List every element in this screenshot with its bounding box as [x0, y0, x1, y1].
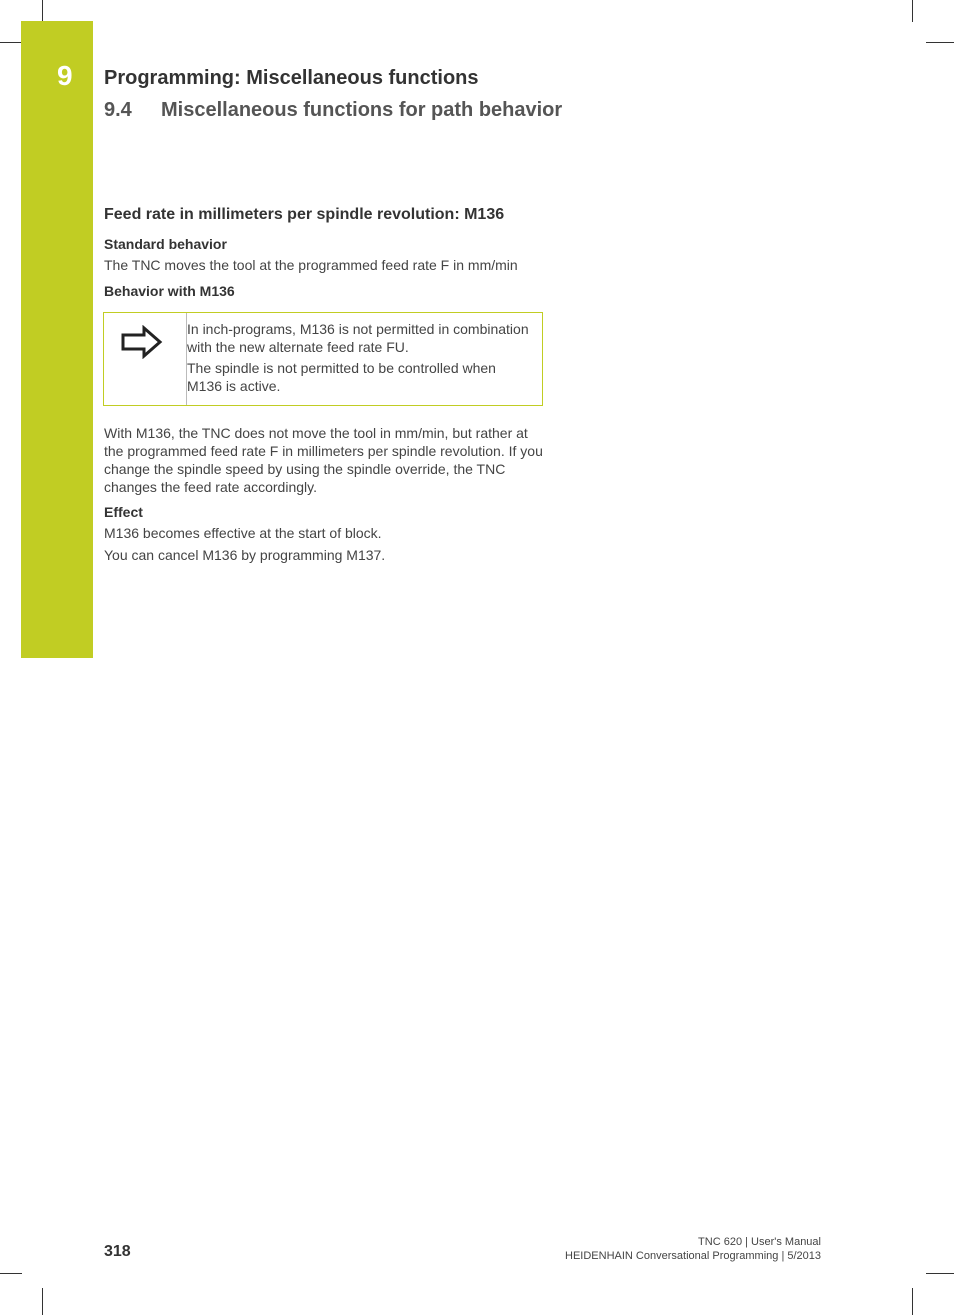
crop-mark	[0, 1273, 22, 1274]
behavior-m136-heading: Behavior with M136	[104, 283, 235, 299]
crop-mark	[912, 0, 913, 22]
effect-heading: Effect	[104, 504, 143, 520]
crop-mark	[42, 0, 43, 22]
standard-behavior-heading: Standard behavior	[104, 236, 227, 252]
standard-behavior-text: The TNC moves the tool at the programmed feed rate F in mm/min	[104, 257, 518, 273]
page-number: 318	[104, 1243, 131, 1260]
footer-info	[565, 1235, 821, 1263]
section-title: Miscellaneous functions for path behavior	[161, 99, 563, 121]
chapter-sidebar	[21, 21, 93, 658]
section-number: 9.4	[104, 99, 132, 121]
note-line-2: The spindle is not permitted to be controlled when M136 is active.	[187, 360, 496, 394]
chapter-number: 9	[57, 60, 73, 91]
behavior-text: With M136, the TNC does not move the tool in mm/min, but rather at the programmed feed rate F in millimeters per spindle revolution. If you change the spindle speed by using the spindle override, the TNC changes the feed rate accordingly.	[104, 425, 543, 495]
effect-text-1: M136 becomes effective at the start of block.	[104, 525, 382, 541]
crop-mark	[926, 1273, 954, 1274]
note-text	[187, 320, 532, 398]
crop-mark	[42, 1288, 43, 1315]
crop-mark	[0, 42, 22, 43]
chapter-title: Programming: Miscellaneous functions	[104, 67, 479, 89]
footer-line-1: TNC 620 | User's Manual	[698, 1236, 821, 1248]
effect-text-2: You can cancel M136 by programming M137.	[104, 547, 386, 563]
note-box	[103, 312, 543, 406]
footer-line-2: HEIDENHAIN Conversational Programming | 5/2013	[565, 1250, 821, 1262]
page-heading: Feed rate in millimeters per spindle revolution: M136	[104, 206, 505, 223]
crop-mark	[912, 1288, 913, 1315]
note-line-1: In inch-programs, M136 is not permitted in combination with the new alternate feed rate FU.	[187, 321, 529, 355]
arrow-right-icon	[120, 325, 164, 359]
crop-mark	[926, 42, 954, 43]
